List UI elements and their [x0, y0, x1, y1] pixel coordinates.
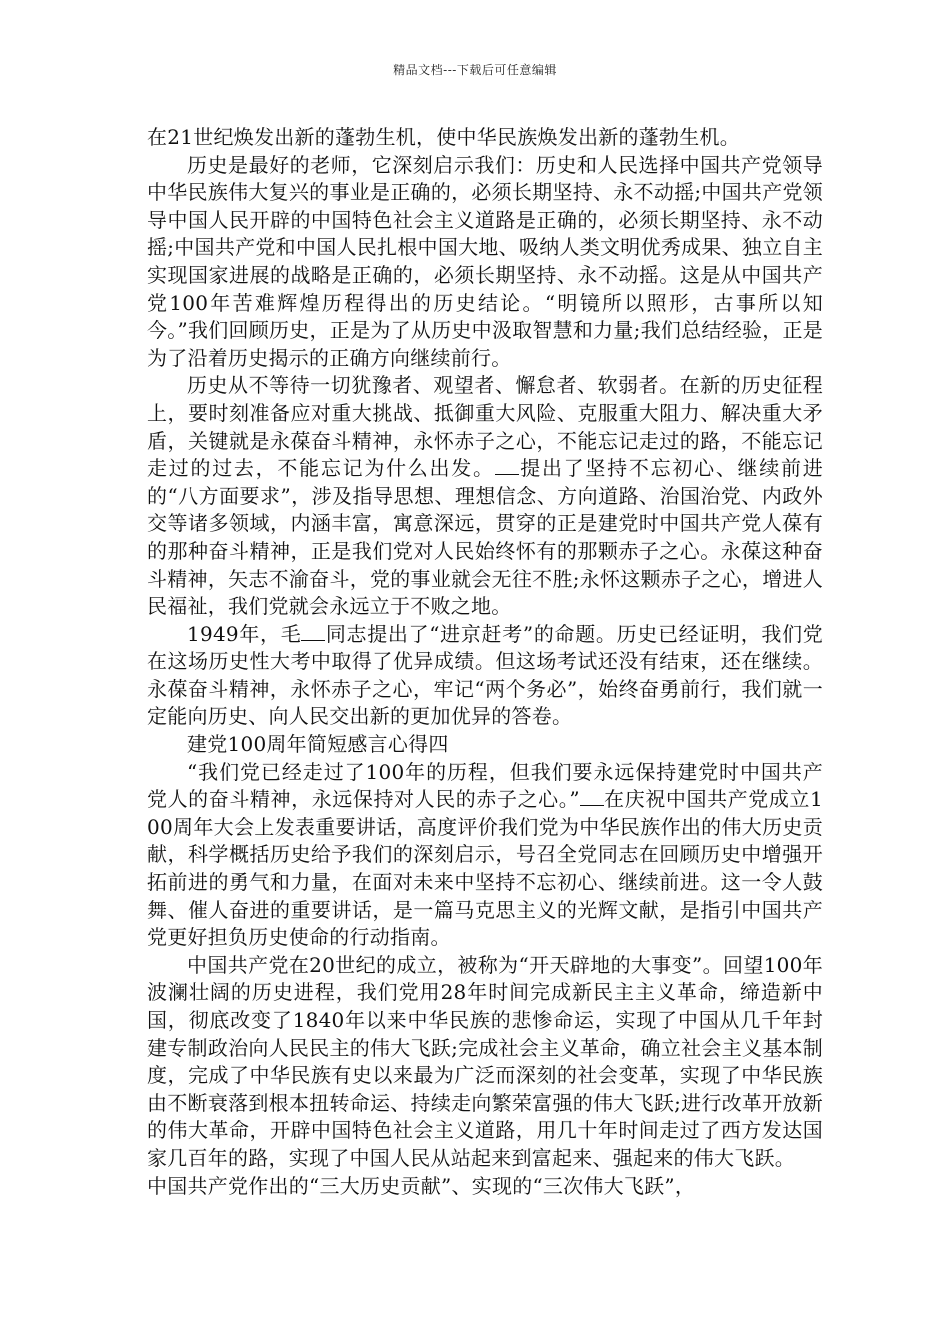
paragraph-never-waits	[147, 372, 823, 620]
paragraph-text: 1949年，毛	[187, 621, 302, 646]
paragraph-continuation: 在21世纪焕发出新的蓬勃生机，使中华民族焕发出新的蓬勃生机。	[147, 125, 740, 149]
document-body	[147, 124, 823, 1200]
paragraph-text: 历史从不等待一切犹豫者、观望者、懈怠者、软弱者。在新的历史征程上，要时刻准备应对重大挑战、抵御重大风险、克服重大阻力、解决重大矛盾，关键就是永葆奋斗精神，永怀赤子之心，不能忘记走过的路，不能忘记走过的过去，不能忘记为什么出发。	[147, 373, 823, 481]
paragraph-text: 提出了坚持不忘初心、继续前进的“八方面要求”，涉及指导思想、理想信念、方向道路、治国治党、内政外交等诸多领域，内涵丰富，寓意深远，贯穿的正是建党时中国共产党人葆有的那种奋斗精神，正是我们党对人民始终怀有的那颗赤子之心。永葆这种奋斗精神，矢志不渝奋斗，党的事业就会无往不胜;永怀这颗赤子之心，增进人民福祉，我们党就会永远立于不败之地。	[147, 456, 824, 619]
paragraph-1949	[147, 621, 823, 731]
redacted-blank	[580, 787, 604, 806]
paragraph-history-teacher: 历史是最好的老师，它深刻启示我们：历史和人民选择中国共产党领导中华民族伟大复兴的事业是正确的，必须长期坚持、永不动摇;中国共产党领导中国人民开辟的中国特色社会主义道路是正确的，必须长期坚持、永不动摇;中国共产党和中国人民扎根中国大地、吸纳人类文明优秀成果、独立自主实现国家进展的战略是正确的，必须长期坚持、永不动摇。这是从中国共产党100年苦难辉煌历程得出的历史结论。“明镜所以照形，古事所以知今。”我们回顾历史，正是为了从历史中汲取智慧和力量;我们总结经验，正是为了沿着历史揭示的正确方向继续前行。	[147, 152, 823, 370]
section-heading: 建党100周年简短感言心得四	[187, 732, 449, 757]
redacted-blank	[495, 456, 519, 475]
redacted-blank	[301, 622, 325, 641]
paragraph-contributions: 中国共产党作出的“三大历史贡献”、实现的“三次伟大飞跃”，	[147, 1173, 696, 1198]
paragraph-text: 同志提出了“进京赶考”的命题。历史已经证明，我们党在这场历史性大考中取得了优异成绩。但这场考试还没有结束，还在继续。永葆奋斗精神，永怀赤子之心，牢记“两个务必”，始终奋勇前行，我们就一定能向历史、向人民交出新的更加优异的答卷。	[147, 621, 824, 729]
paragraph-quote	[147, 759, 823, 952]
paragraph-text: 在庆祝中国共产党成立100周年大会上发表重要讲话，高度评价我们党为中华民族作出的伟大历史贡献，科学概括历史给予我们的深刻启示，号召全党同志在回顾历史中增强开拓前进的勇气和力量，在面对未来中坚持不忘初心、继续前进。这一令人鼓舞、催人奋进的重要讲话，是一篇马克思主义的光辉文献，是指引中国共产党更好担负历史使命的行动指南。	[147, 787, 823, 950]
page-header: 精品文档---下载后可任意编辑	[393, 63, 557, 77]
paragraph-text: “我们党已经走过了100年的历程，但我们要永远保持建党时中国共产党人的奋斗精神，永远保持对人民的赤子之心。”	[147, 759, 823, 812]
paragraph-founding: 中国共产党在20世纪的成立，被称为“开天辟地的大事变”。回望100年波澜壮阔的历史进程，我们党用28年时间完成新民主主义革命，缔造新中国，彻底改变了1840年以来中华民族的悲惨命运，实现了中国从几千年封建专制政治向人民民主的伟大飞跃;完成社会主义革命，确立社会主义基本制度，完成了中华民族有史以来最为广泛而深刻的社会变革，实现了中华民族由不断衰落到根本扭转命运、持续走向繁荣富强的伟大飞跃;进行改革开放新的伟大革命，开辟中国特色社会主义道路，用几十年时间走过了西方发达国家几百年的路，实现了中国人民从站起来到富起来、强起来的伟大飞跃。	[147, 952, 823, 1170]
